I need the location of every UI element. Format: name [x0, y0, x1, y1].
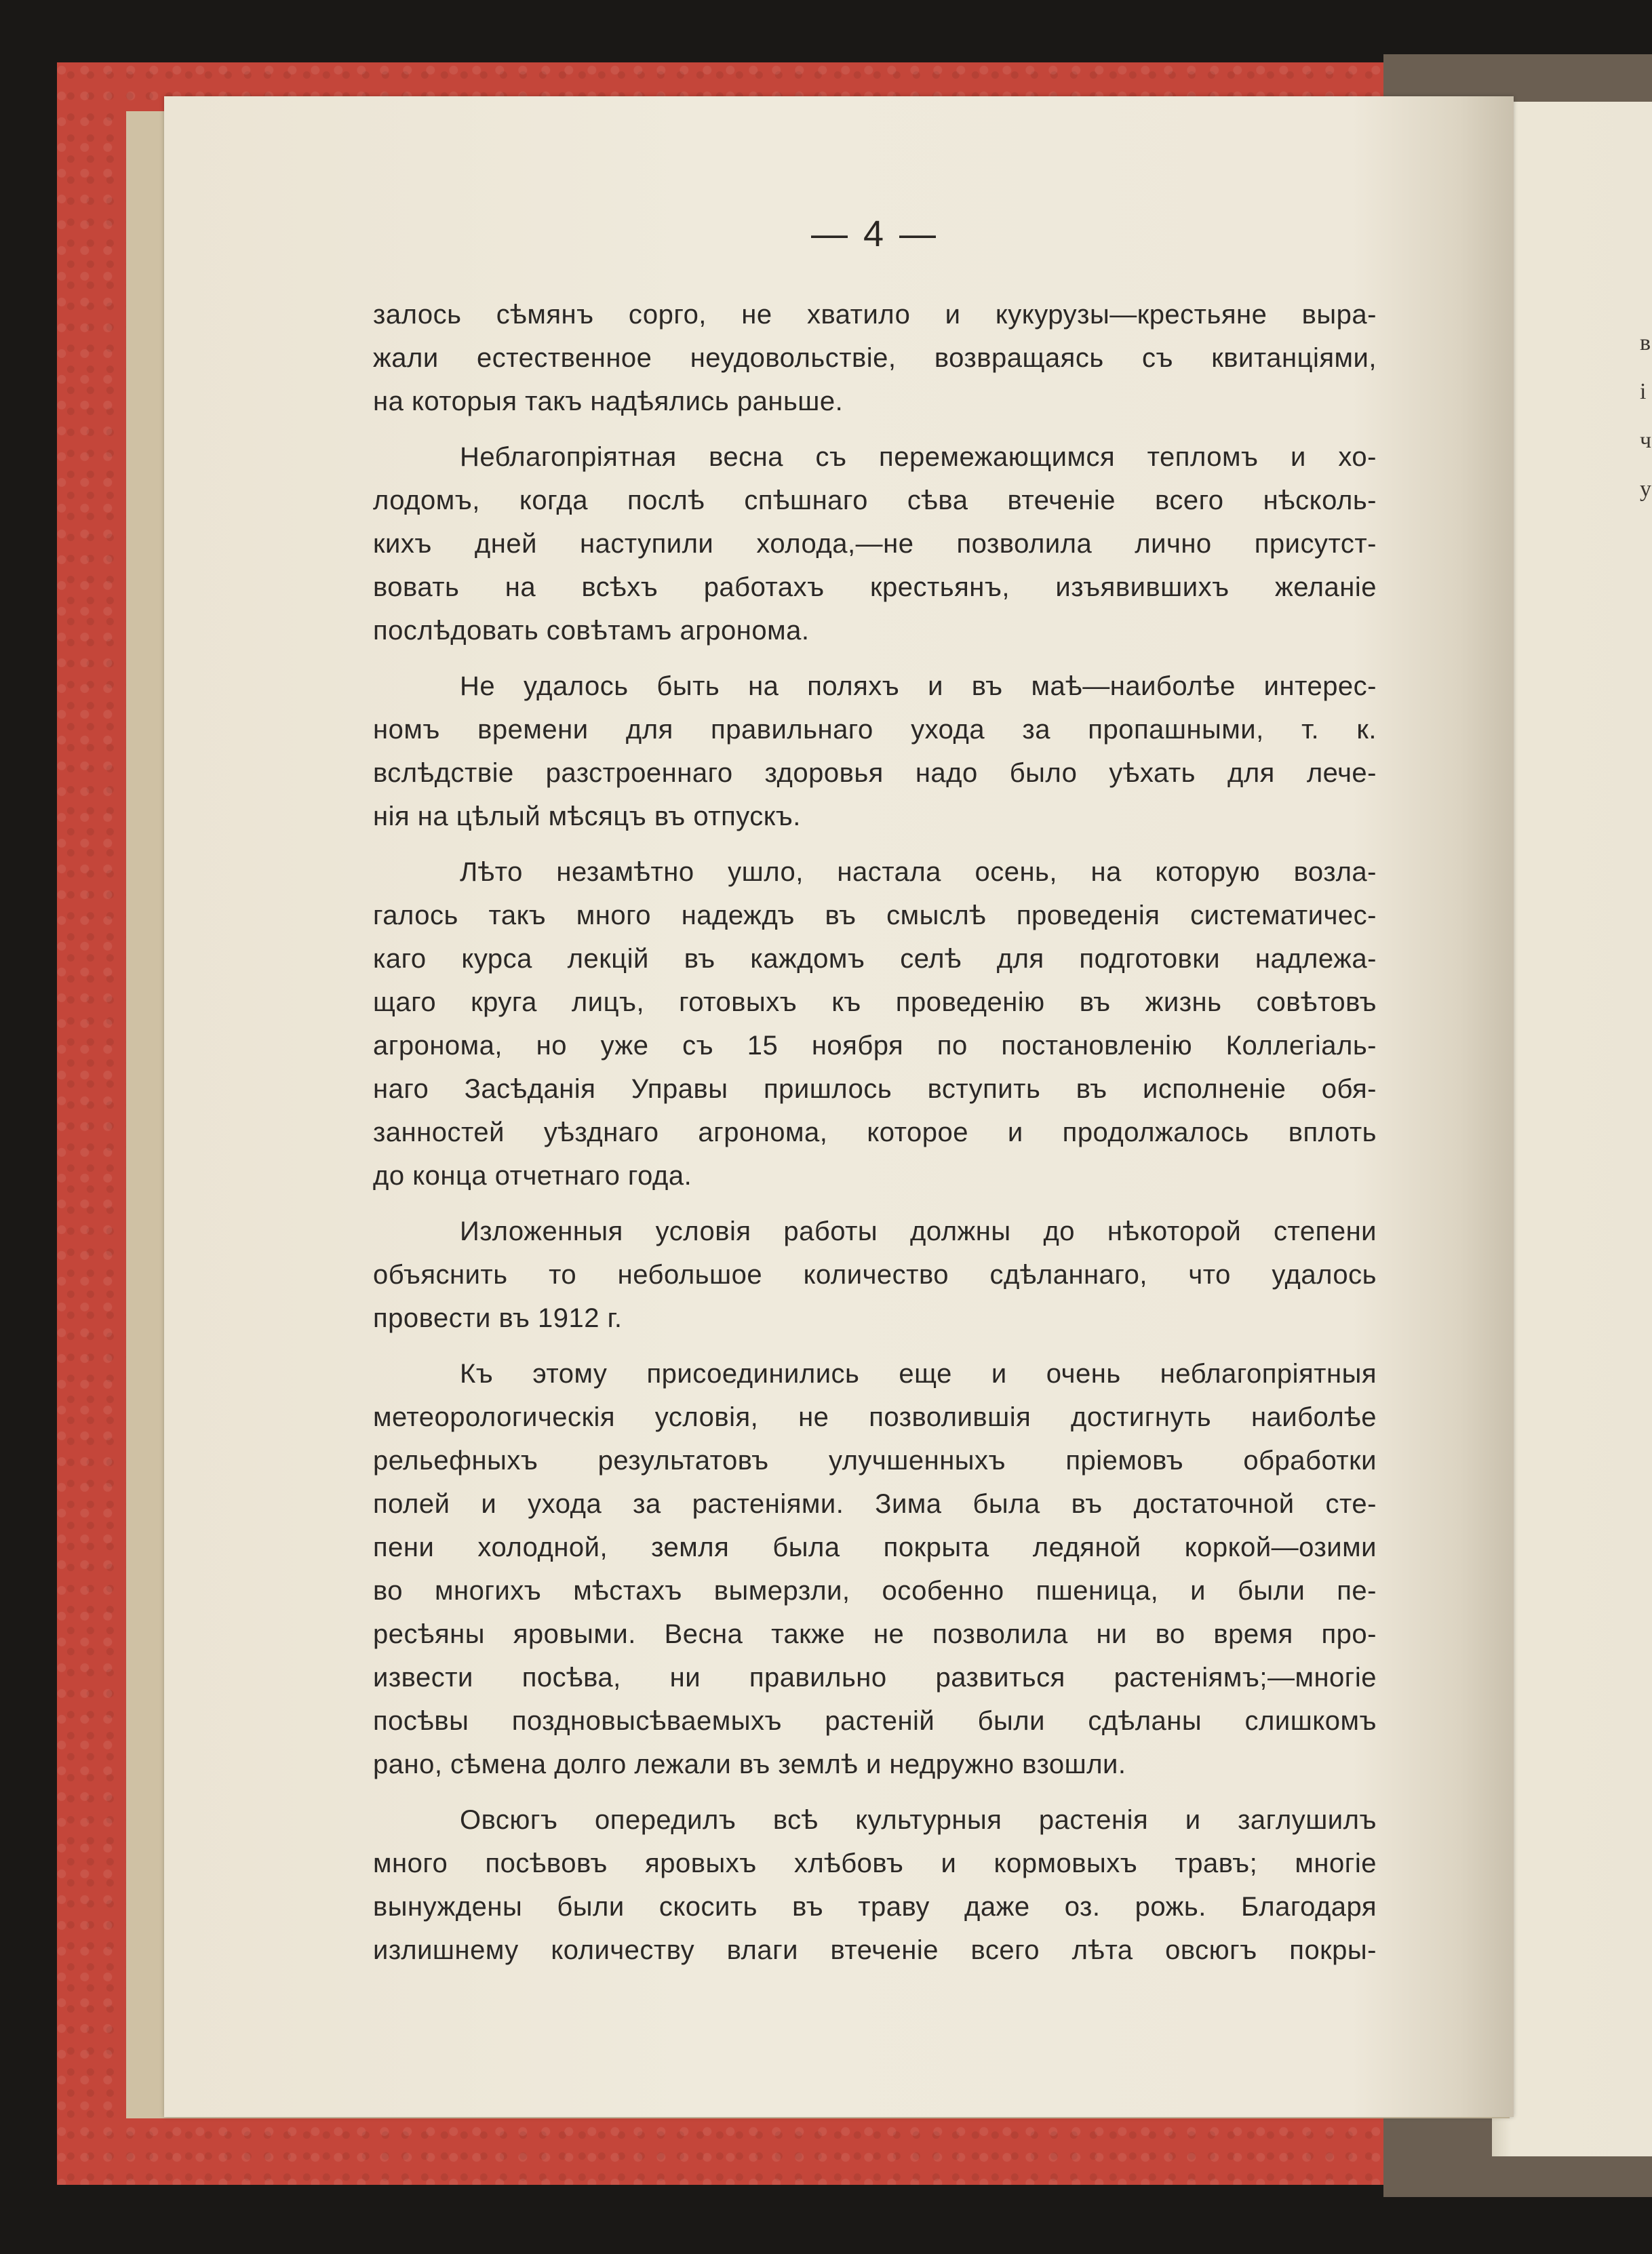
edge-glyph: в [1640, 330, 1651, 355]
text-line: метеорологическія условія, не позволившія достигнуть наиболѣе [373, 1402, 1377, 1432]
paragraph [373, 1210, 1377, 1340]
body-text [373, 293, 1377, 1984]
page-number: — 4 — [810, 214, 939, 254]
text-line: объяснить то небольшое количество сдѣланнаго, что удалось [373, 1260, 1377, 1290]
text-line: много посѣвовъ яровыхъ хлѣбовъ и кормовыхъ травъ; многіе [373, 1848, 1377, 1878]
paragraph [373, 1798, 1377, 1972]
text-line: занностей уѣзднаго агронома, которое и продолжалось вплоть [373, 1118, 1377, 1147]
text-line: Изложенныя условія работы должны до нѣкоторой степени [460, 1217, 1377, 1246]
text-line: Лѣто незамѣтно ушло, настала осень, на которую возла- [460, 857, 1377, 887]
paragraph [373, 293, 1377, 423]
text-line: кихъ дней наступили холода,—не позволила лично присутст- [373, 529, 1377, 559]
text-line: лодомъ, когда послѣ спѣшнаго сѣва втеченіе всего нѣсколь- [373, 486, 1377, 515]
edge-glyph: ч [1640, 428, 1652, 453]
text-line: щаго круга лицъ, готовыхъ къ проведенію въ жизнь совѣтовъ [373, 987, 1377, 1017]
edge-glyph: у [1640, 477, 1651, 502]
text-line: полей и ухода за растеніями. Зима была въ достаточной сте- [373, 1489, 1377, 1519]
paragraph [373, 1352, 1377, 1786]
text-line: Неблагопріятная весна съ перемежающимся тепломъ и хо- [460, 442, 1377, 472]
text-line: каго курса лекцій въ каждомъ селѣ для подготовки надлежа- [373, 944, 1377, 974]
text-line: наго Засѣданія Управы пришлось вступить въ исполненіе обя- [373, 1074, 1377, 1104]
text-line: извести посѣва, ни правильно развиться растеніямъ;—многіе [373, 1663, 1377, 1693]
text-line: нія на цѣлый мѣсяцъ въ отпускъ. [373, 802, 801, 831]
text-line: вслѣдствіе разстроеннаго здоровья надо было уѣхать для лече- [373, 758, 1377, 788]
text-line: жали естественное неудовольствіе, возвращаясь съ квитанціями, [373, 343, 1377, 373]
text-line: вовать на всѣхъ работахъ крестьянъ, изъявившихъ желаніе [373, 572, 1377, 602]
text-line: до конца отчетнаго года. [373, 1161, 692, 1191]
text-line: агронома, но уже съ 15 ноября по постановленію Коллегіаль- [373, 1031, 1377, 1061]
text-line: на которыя такъ надѣялись раньше. [373, 387, 844, 416]
facing-page-text-edge [1640, 319, 1652, 514]
text-line: Овсюгъ опередилъ всѣ культурныя растенія и заглушилъ [460, 1805, 1377, 1835]
text-line: Къ этому присоединились еще и очень неблагопріятныя [460, 1359, 1377, 1389]
text-line: ресѣяны яровыми. Весна также не позволила ни во время про- [373, 1619, 1377, 1649]
text-line: галось такъ много надеждъ въ смыслѣ проведенія систематичес- [373, 901, 1377, 930]
text-line: пени холодной, земля была покрыта ледяной коркой—озими [373, 1533, 1377, 1562]
text-line: провести въ 1912 г. [373, 1303, 623, 1333]
text-line: посѣвы поздновысѣваемыхъ растеній были сдѣланы слишкомъ [373, 1706, 1377, 1736]
text-line: Не удалось быть на поляхъ и въ маѣ—наиболѣе интерес- [460, 671, 1377, 701]
text-line: во многихъ мѣстахъ вымерзли, особенно пшеница, и были пе- [373, 1576, 1377, 1606]
paragraph [373, 435, 1377, 652]
paragraph [373, 850, 1377, 1198]
text-line: залось сѣмянъ сорго, не хватило и кукурузы—крестьяне выра- [373, 300, 1377, 330]
text-line: рано, сѣмена долго лежали въ землѣ и недружно взошли. [373, 1749, 1126, 1779]
edge-glyph: і [1640, 379, 1647, 404]
paragraph [373, 665, 1377, 838]
text-line: номъ времени для правильнаго ухода за пропашными, т. к. [373, 715, 1377, 745]
text-line: излишнему количеству влаги втеченіе всего лѣта овсюгъ покры- [373, 1935, 1377, 1965]
facing-page [1492, 102, 1652, 2156]
text-line: рельефныхъ результатовъ улучшенныхъ пріемовъ обработки [373, 1446, 1377, 1476]
text-line: вынуждены были скосить въ траву даже оз. рожь. Благодаря [373, 1892, 1377, 1922]
text-line: послѣдовать совѣтамъ агронома. [373, 616, 810, 646]
